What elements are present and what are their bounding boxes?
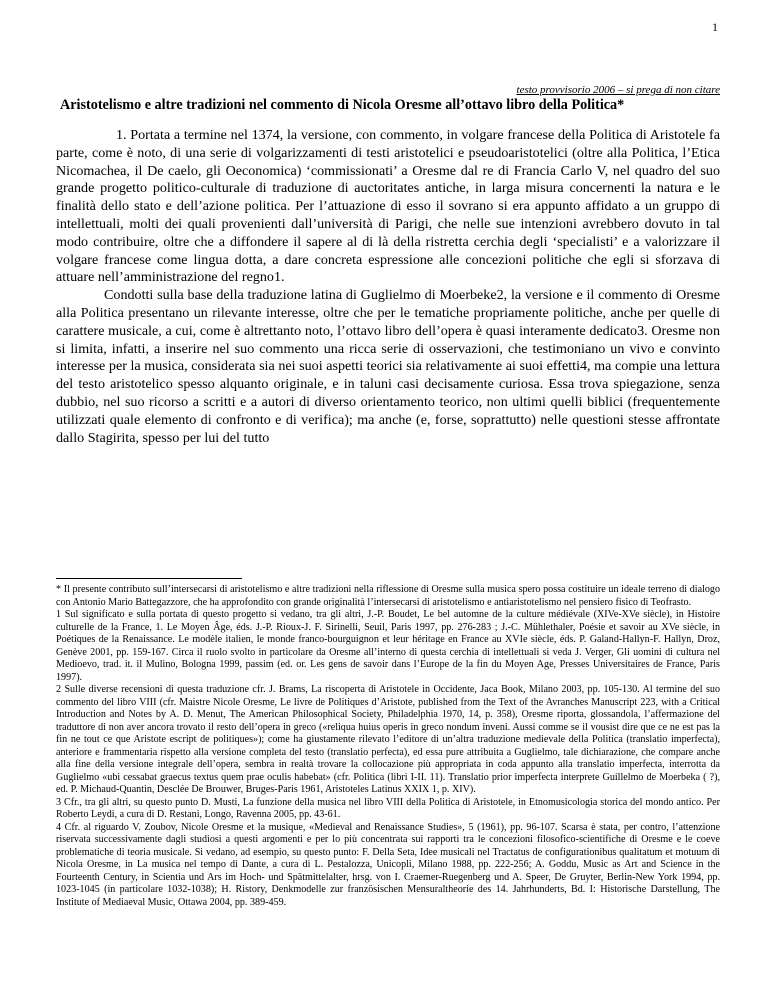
document-page (56, 0, 720, 994)
paragraph-1: 1. Portata a termine nel 1374, la versione, con commento, in volgare francese della Politica di Aristotele fa parte, come è noto, di una serie di volgarizzamenti di testi aristotelici e pseudoaristotelici (oltre alla Politica, l’Etica Nicomachea, il De caelo, gli Oeconomica) ‘commissionati’ a Oresme dal re di Francia Carlo V, nel quadro del suo grande progetto politico-culturale di traduzione di auctoritates antiche, in larga misura concernenti la natura e le finalità dello stato e dell’azione politica. Per l’attuazione di esso il sovrano si era appunto affidato a un gruppo di intellettuali, molti dei quali provenienti dall’università di Parigi, che nelle sue intenzioni avrebbero dovuto in tal modo contribuire, oltre che a diffondere il sapere al di là della ristretta cerchia degli ‘specialisti’ e a valorizzare il volgare francese come lingua dotta, a dare concreta espressione alle concezioni politiche che egli si sforzava di attuare nell’amministrazione del regno1. (56, 127, 720, 286)
draft-notice: testo provvisorio 2006 – si prega di non citare (516, 84, 720, 96)
document-title: Aristotelismo e altre tradizioni nel commento di Nicola Oresme all’ottavo libro della Politica* (60, 97, 625, 113)
footnotes (56, 584, 720, 909)
footnote-star: * Il presente contributo sull’intersecarsi di aristotelismo e altre tradizioni nella riflessione di Oresme sulla musica spero possa costituire un ideale terreno di dialogo con Antonio Mario Battegazzore, che ha approfondito con grande originalità l’intersecarsi di aristotelismo e antiaristotelismo nel pensiero fisico di Teofrasto. (56, 584, 720, 608)
paragraph-2: Condotti sulla base della traduzione latina di Guglielmo di Moerbeke2, la versione e il commento di Oresme alla Politica presentano un rilevante interesse, oltre che per le tematiche propriamente politiche, anche per quelle di carattere musicale, a cui, come è altrettanto noto, l’ottavo libro dell’opera è quasi interamente dedicato3. Oresme non si limita, infatti, a inserire nel suo commento una ricca serie di osservazioni, che testimoniano un vivo e convinto interesse per la musica, considerata sia nei suoi aspetti teorici sia relativamente ai suoi effetti4, ma compie una lettura del testo aristotelico spesso alquanto originale, e in taluni casi decisamente curiosa. Essa trova spiegazione, senza dubbio, nel suo ricorso a scritti e a autori di diverso orientamento teorico, non ultimi quelli biblici (frequentemente utilizzati quale elemento di confronto e di verifica); ma anche (e, forse, soprattutto) nelle questioni stesse affrontate dallo Stagirita, spesso per lui del tutto (56, 287, 720, 446)
footnote-separator (56, 578, 242, 579)
page-number: 1 (712, 20, 718, 34)
footnote-3: 3 Cfr., tra gli altri, su questo punto D. Musti, La funzione della musica nel libro VIII della Politica di Aristotele, in Etnomusicologia storica del mondo antico. Per Roberto Leydi, a cura di D. Restani, Longo, Ravenna 2005, pp. 43-61. (56, 796, 720, 820)
body-text (56, 127, 720, 447)
footnote-4: 4 Cfr. al riguardo V. Zoubov, Nicole Oresme et la musique, «Medieval and Renaissance Studies», 5 (1961), pp. 96-107. Scarsa è stata, per contro, l’attenzione riservata successivamente dagli studiosi a questi argomenti e per lo più concentrata sui rapporti tra le concezioni filosofico-scientifiche di Oresme e le coeve problematiche di teoria musicale. Si vedano, ad esempio, su questo punto: F. Della Seta, Idee musicali nel Tractatus de configurationibus qualitatum et motuum di Nicola Oresme, in La musica nel tempo di Dante, a cura di L. Pestalozza, Unicopli, Milano 1988, pp. 222-256; A. Goddu, Music as Art and Science in the Fourteenth Century, in Scientia und Ars im Hoch- und Spätmittelalter, hrsg. von I. Craemer-Ruegenberg und A. Speer, De Gruyter, Berlin-New York 1994, pp. 1023-1045 (in particolare 1032-1038); H. Ristory, Denkmodelle zur französischen Mensuraltheorie des 14. Jahrhunderts, Bd. I: Historische Darstellung, The Institute of Mediaeval Music, Ottawa 2004, pp. 389-459. (56, 821, 720, 908)
footnote-2: 2 Sulle diverse recensioni di questa traduzione cfr. J. Brams, La riscoperta di Aristotele in Occidente, Jaca Book, Milano 2003, pp. 105-130. Al termine del suo commento del libro VIII (cfr. Maistre Nicole Oresme, Le livre de Politiques d’Aristote, published from the Text of the Avranches Manuscript 223, with a Critical Introduction and Notes by A. D. Menut, The American Philosophical Society, Philadelphia 1970, 14, p. 358), Oresme riporta, glossandola, l’affermazione del traduttore di non aver ancora trovato il resto dell’opera in greco («reliqua huius operis in greco nondum inveni. Aussi comme se il vousist dire que ce ne est pas la fin ne tout ce que Aristote escript de politiques»); come ha giustamente rilevato l’editore di un’altra traduzione medievale della Politica (translatio imperfecta), anteriore e frammentaria rispetto alla versione completa del testo (translatio perfecta), ed essa pure attribuita a Guglielmo, tale dichiarazione, che compare anche alla fine della versione integrale dell’opera, sembra in realtà trovare la collocazione più appropriata in coda appunto alla translatio imperfecta, interrotta da Guglielmo «ubi cessabat graecus textus quem prae oculis habebat» (cfr. Politica (libri I-II. 11). Translatio prior imperfecta interprete Guillelmo de Moerbeka ( ?), ed. P. Michaud-Quantin, Desclée De Brouwer, Bruges-Paris 1961, Aristoteles Latinus XXIX 1, p. XIV). (56, 684, 720, 795)
footnote-1: 1 Sul significato e sulla portata di questo progetto si vedano, tra gli altri, J.-P. Boudet, Le bel automne de la culture médiévale (XIVe-XVe siècle), in Histoire culturelle de la France, 1. Le Moyen Âge, éds. J.-P. Rioux-J. F. Sirinelli, Seuil, Paris 1997, pp. 276-283 ; J.-C. Mühlethaler, Poésie et savoir au XVe siècle, in Poétiques de la Renaissance. Le modèle italien, le monde franco-bourguignon et leur héritage en France au XVIe siècle, éds. P. Galand-Hallyn-F. Hallyn, Droz, Genève 2001, pp. 159-167. Circa il ruolo svolto in particolare da Oresme all’interno di questa cerchia di intellettuali si veda J. Verger, Gli uomini di cultura nel Medioevo, trad. it. il Mulino, Bologna 1999, passim (ed. or. Les gens de savoir dans l’Europe de la fin du Moyen Age, Presses Universitaires de France, Paris 1997). (56, 609, 720, 683)
